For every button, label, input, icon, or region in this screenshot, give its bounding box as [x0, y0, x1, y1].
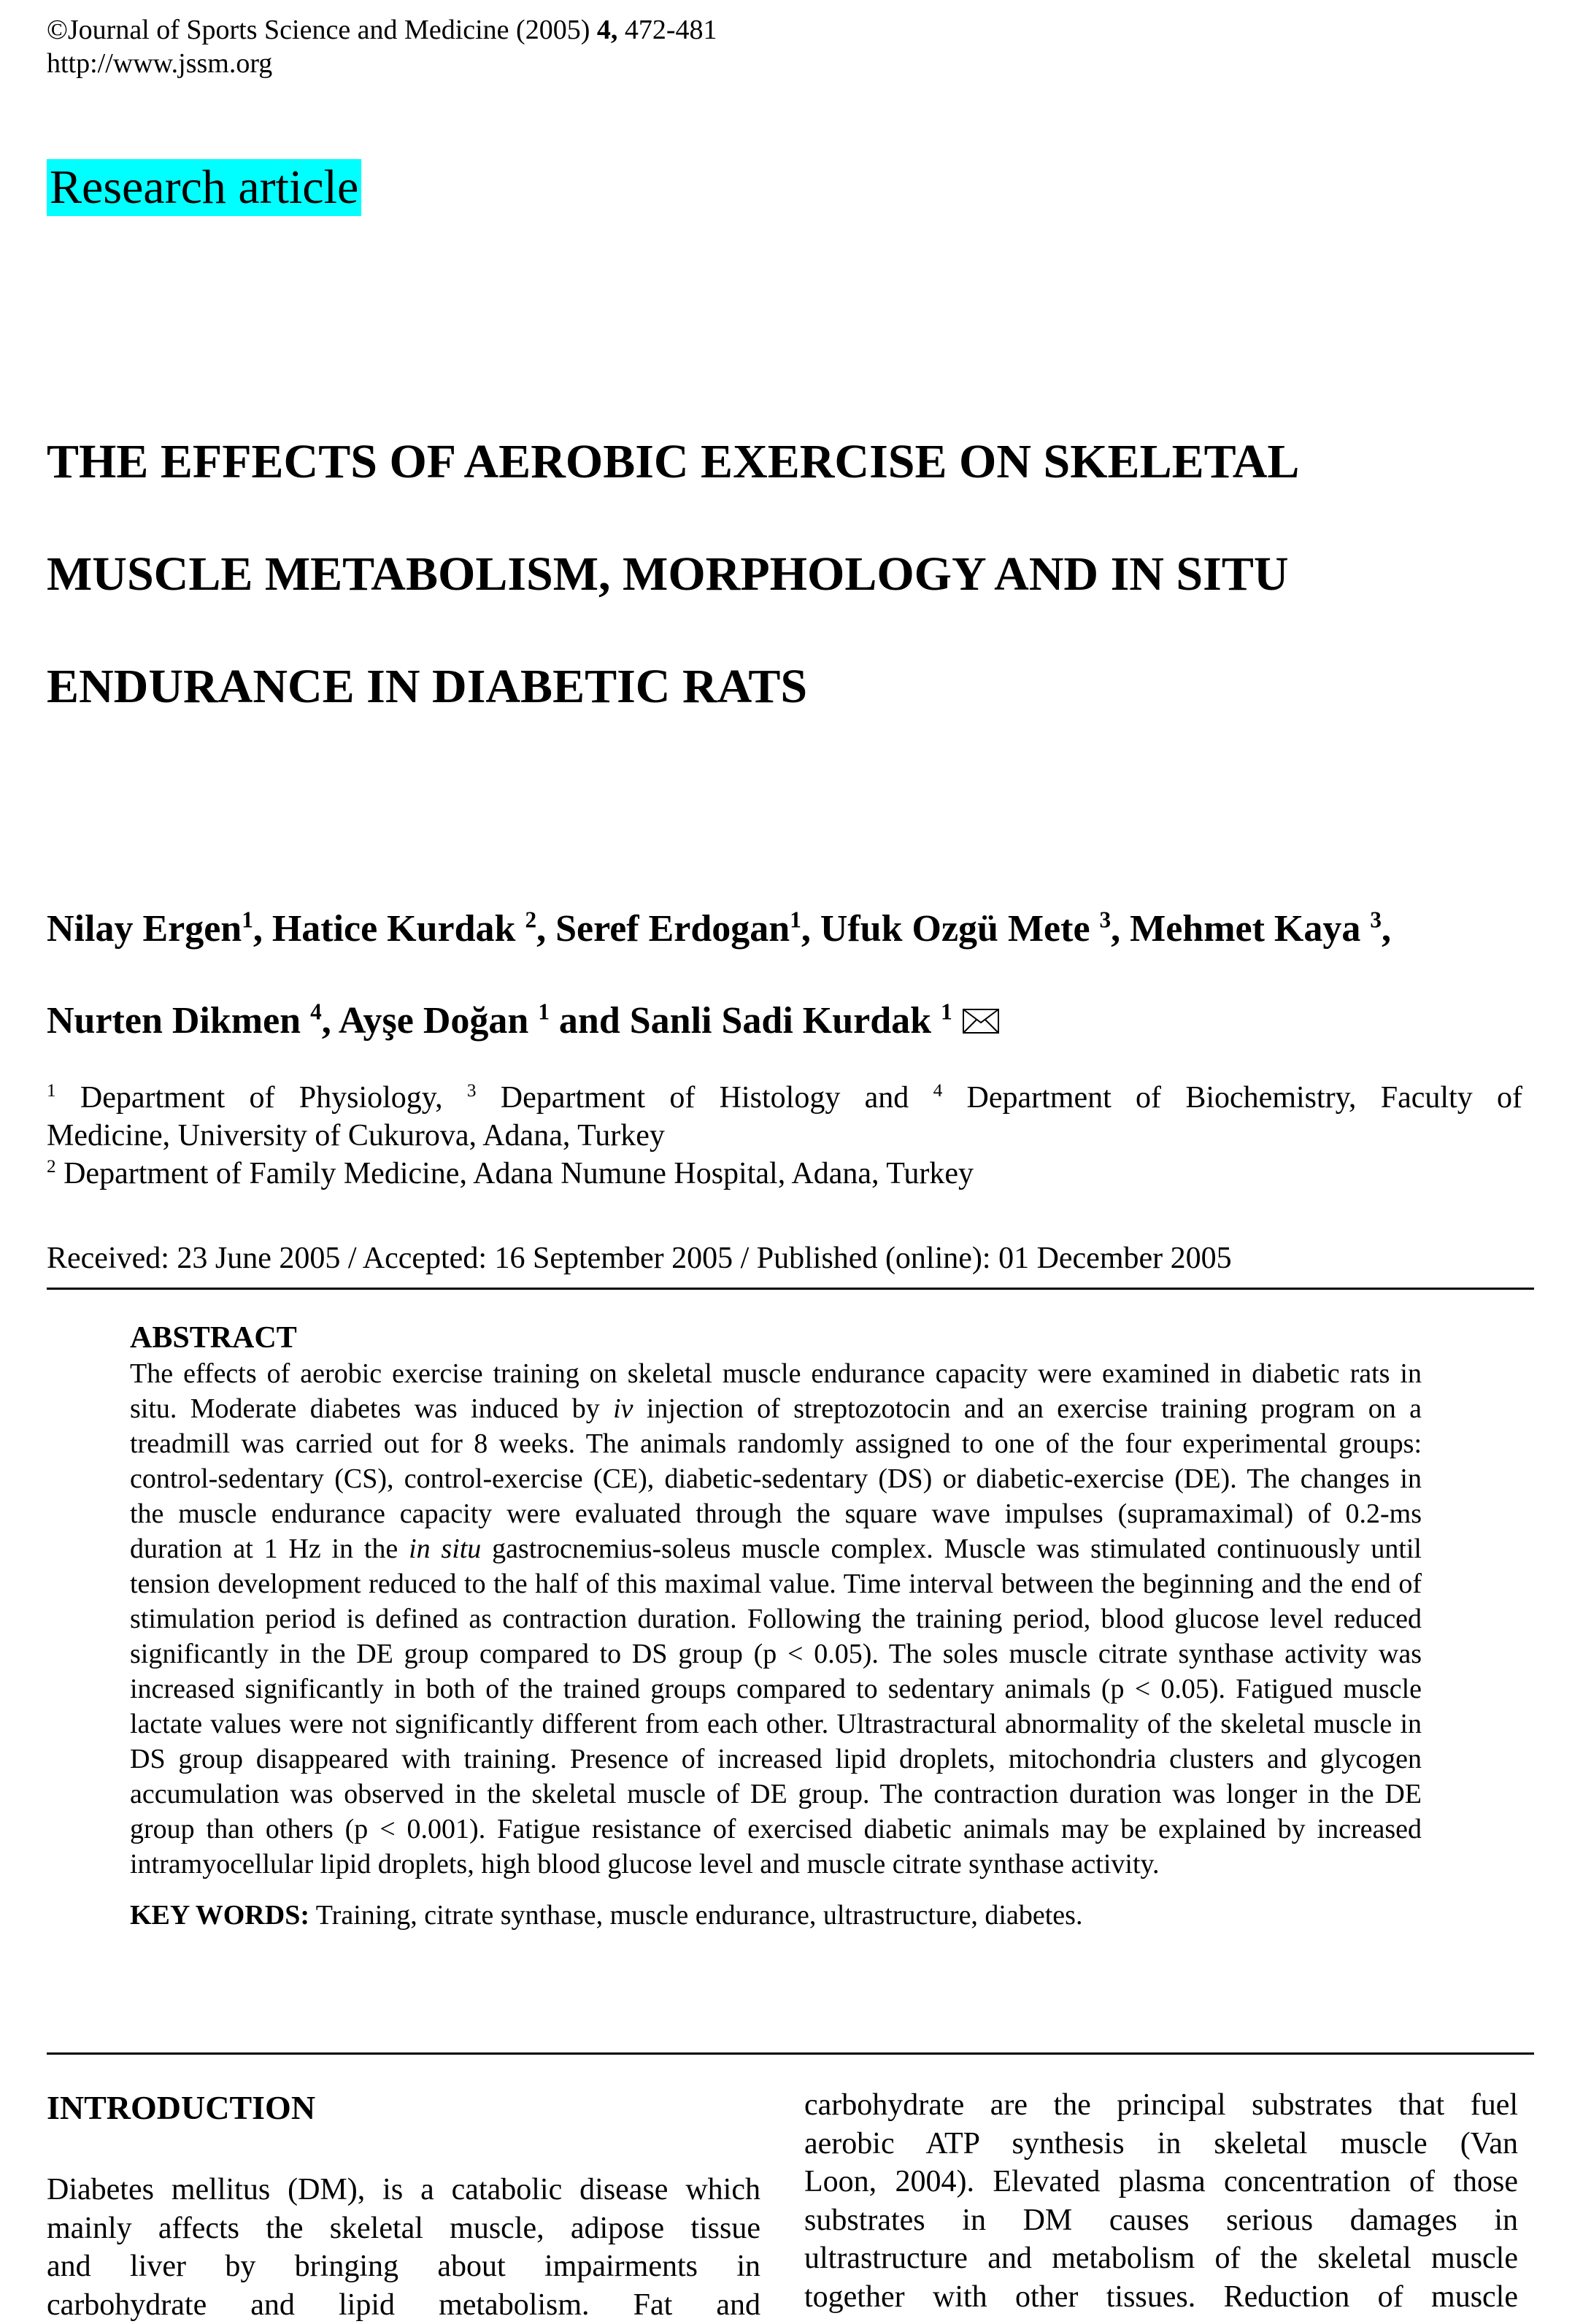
author-line: Nurten Dikmen $^4$, Ayşe Doğan $^1$ and Sanli Sadi Kurdak $^1$	[47, 975, 1536, 1067]
affiliation-mark: 1	[47, 1081, 56, 1101]
body-line: and liver by bringing about impairments in	[47, 2250, 760, 2283]
divider	[47, 2052, 1534, 2055]
body-line: together with other tissues. Reduction of muscle	[804, 2279, 1518, 2314]
paper-title	[47, 406, 1506, 743]
keywords	[130, 1898, 1422, 1933]
abstract-italic: in situ	[409, 1534, 482, 1564]
affiliation-mark: 2	[47, 1157, 56, 1177]
body-line: Loon, 2004). Elevated plasma concentration of those	[804, 2165, 1518, 2198]
abstract-section	[130, 1320, 1422, 1933]
body-column-right	[804, 2086, 1518, 2316]
author-list	[47, 883, 1536, 1067]
author-name: Sanli Sadi Kurdak	[629, 1000, 932, 1042]
affiliation-text: Department of Physiology,	[80, 1081, 443, 1115]
author-name: Mehmet Kaya	[1130, 908, 1361, 950]
author-name: Ufuk Ozgü Mete	[820, 908, 1090, 950]
affiliation-line	[47, 1155, 1522, 1193]
author-affiliation-mark: 3	[1099, 907, 1112, 933]
author-name: Nurten Dikmen	[47, 1000, 301, 1042]
affiliation-line	[47, 1079, 1522, 1117]
author-name: Ayşe Doğan	[338, 1000, 529, 1042]
author-affiliation-mark: 1	[941, 999, 952, 1025]
body-line: carbohydrate and lipid metabolism. Fat and	[47, 2288, 760, 2322]
body-line: aerobic ATP synthesis in skeletal muscle (Van	[804, 2126, 1518, 2161]
affiliation-text: Department of Histology and	[500, 1081, 909, 1115]
author-affiliation-mark: 1	[242, 907, 253, 933]
author-name: Nilay Ergen	[47, 908, 242, 950]
author-affiliation-mark: 1	[790, 907, 801, 933]
abstract-body	[130, 1356, 1422, 1882]
author-affiliation-mark: 4	[310, 999, 322, 1025]
journal-volume: 4,	[596, 15, 618, 45]
author-and: and	[558, 1000, 620, 1042]
title-line: ENDURANCE IN DIABETIC RATS	[47, 660, 808, 713]
body-column-left	[47, 2171, 760, 2324]
affiliation-text: Department of Biochemistry, Faculty of	[966, 1081, 1523, 1115]
abstract-text: injection of streptozotocin and an exercise training program on a treadmill was carried out for 8 weeks. The animals randomly assigned to one of the four experimental groups: control-sedentary (CS), control-exercise (CE), diabetic-sedentary (DS) or diabetic-exercise (DE). The changes in the muscle endurance capacity were evaluated through the square wave impulses (supramaximal) of 0.2-ms duration at 1 Hz in the	[130, 1393, 1422, 1564]
affiliation-line: Medicine, University of Cukurova, Adana, Turkey	[47, 1119, 665, 1153]
author-name: Seref Erdogan	[555, 908, 790, 950]
title-line: MUSCLE METABOLISM, MORPHOLOGY AND IN SITU	[47, 547, 1289, 601]
journal-url[interactable]: http://www.jssm.org	[47, 48, 273, 79]
abstract-text: gastrocnemius-soleus muscle complex. Muscle was stimulated continuously until tension development reduced to the half of this maximal value. Time interval between the beginning and the end of stimulation period is defined as contraction duration. Following the training period, blood glucose level reduced significantly in the DE group compared to DS group (p < 0.05). The soles muscle citrate synthase activity was increased significantly in both of the trained groups compared to sedentary animals (p < 0.05). Fatigued muscle lactate values were not significantly different from each other. Ultrastractural abnormality of the skeletal muscle in DS group disappeared with training. Presence of increased lipid droplets, mitochondria clusters and glycogen accumulation was observed in the skeletal muscle of DE group. The contraction duration was longer in the DE group than others (p < 0.001). Fatigue resistance of exercised diabetic animals may be explained by increased intramyocellular lipid droplets, high blood glucose level and muscle citrate synthase activity.	[130, 1534, 1422, 1879]
affiliation-mark: 3	[466, 1081, 477, 1101]
journal-name: ©Journal of Sports Science and Medicine (2005)	[47, 15, 590, 45]
author-affiliation-mark: 2	[525, 907, 537, 933]
body-line: carbohydrate are the principal substrates that fuel	[804, 2088, 1518, 2122]
article-type-label: Research article	[47, 159, 361, 216]
journal-citation	[47, 13, 717, 47]
author-name: Hatice Kurdak	[271, 908, 516, 950]
body-line: Diabetes mellitus (DM), is a catabolic disease which	[47, 2173, 760, 2206]
affiliation-text: Department of Family Medicine, Adana Numune Hospital, Adana, Turkey	[63, 1157, 974, 1190]
author-line: Nilay Ergen$^1$, Hatice Kurdak $^2$, Seref Erdogan$^1$, Ufuk Ozgü Mete $^3$, Mehmet Kaya $^3$,	[47, 907, 1391, 950]
abstract-heading: ABSTRACT	[130, 1321, 297, 1355]
abstract-text: The effects of aerobic exercise training on skeletal muscle endurance capacity were examined in diabetic rats in situ. Moderate diabetes was induced by	[130, 1358, 1422, 1424]
abstract-italic: iv	[613, 1393, 633, 1424]
keywords-text: Training, citrate synthase, muscle endurance, ultrastructure, diabetes.	[309, 1900, 1083, 1931]
affiliations	[47, 1079, 1522, 1193]
divider	[47, 1288, 1534, 1290]
title-line: THE EFFECTS OF AEROBIC EXERCISE ON SKELETAL	[47, 435, 1300, 488]
affiliation-mark: 4	[933, 1081, 943, 1101]
section-heading-introduction: INTRODUCTION	[47, 2089, 316, 2126]
author-affiliation-mark: 3	[1370, 907, 1382, 933]
publication-dates: Received: 23 June 2005 / Accepted: 16 September 2005 / Published (online): 01 December 2005	[47, 1242, 1232, 1275]
body-line: substrates in DM causes serious damages in	[804, 2203, 1518, 2237]
body-line: mainly affects the skeletal muscle, adipose tissue	[47, 2211, 760, 2245]
keywords-label: KEY WORDS:	[130, 1900, 309, 1931]
body-line: ultrastructure and metabolism of the skeletal muscle	[804, 2242, 1518, 2275]
author-affiliation-mark: 1	[538, 999, 550, 1025]
journal-pages: 472-481	[624, 15, 717, 45]
envelope-icon[interactable]	[962, 1008, 1000, 1034]
